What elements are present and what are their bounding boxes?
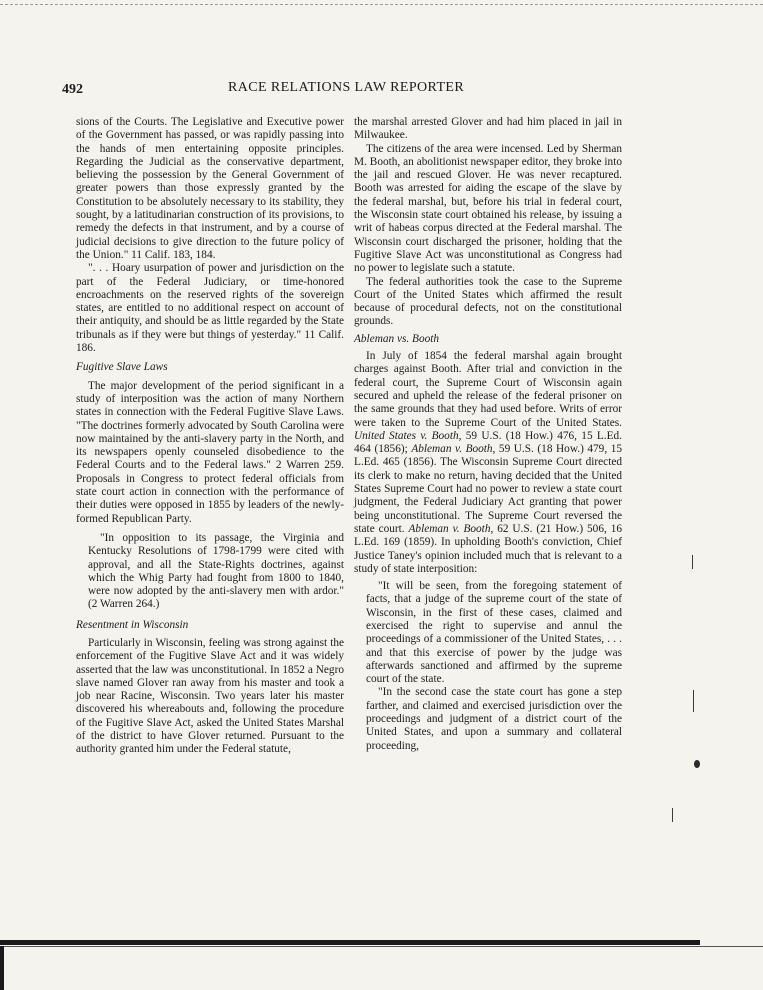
left-column <box>76 116 344 757</box>
left-scan-edge <box>0 946 4 990</box>
paragraph: the marshal arrested Glover and had him placed in jail in Milwaukee. <box>354 116 622 142</box>
bottom-scan-line <box>0 946 763 947</box>
page-number: 492 <box>62 82 83 97</box>
paragraph: The federal authorities took the case to the Supreme Court of the United States which affirmed the result because of procedural defects, not on the constitutional grounds. <box>354 275 622 328</box>
top-scan-edge <box>0 0 763 5</box>
section-heading-resentment-in-wisconsin: Resentment in Wisconsin <box>76 618 189 631</box>
paragraph: The citizens of the area were incensed. Led by Sherman M. Booth, an abolitionist newspaper editor, they broke into the jail and rescued Glover. He was never recaptured. Booth was arrested for aiding the escape of the slave by the federal marshal, but, before his trial in federal court, the Wisconsin state court obtained his release, by issuing a writ of habeas corpus directed at the Federal marshal. The Wisconsin court discharged the prisoner, holding that the Fugitive Slave Act was unconstitutional as Congress had no power to legislate such a statute. <box>354 142 622 275</box>
paragraph <box>354 350 622 576</box>
paragraph: ". . . Hoary usurpation of power and jurisdiction on the part of the Federal Judiciary, or time-honored encroachments on the reserved rights of the sovereign states, are entitled to no additional respect on account of their antiquity, and should be as little regarded by the State tribunals as if they were but things of yesterday." 11 Calif. 186. <box>76 262 344 355</box>
text-run: 62 U.S. (21 How.) 506, 16 L.Ed. 169 (1859). In upholding Booth's conviction, Chief Justice Taney's opinion included much that is relevant to a study of state interposition: <box>354 522 622 575</box>
scan-mark <box>692 555 693 569</box>
section-heading-fugitive-slave-laws: Fugitive Slave Laws <box>76 361 168 374</box>
case-citation: Ableman v. Booth, <box>411 443 496 456</box>
case-citation: United States v. Booth, <box>354 429 462 442</box>
block-quote: "In opposition to its passage, the Virginia and Kentucky Resolutions of 1798-1799 were cited with approval, and all the State-Rights doctrines, against which the Whig Party had fought from 1800 to 1840, were now adopted by the anti-slavery men with ardor." (2 Warren 264.) <box>88 531 344 611</box>
block-quote: "It will be seen, from the foregoing statement of facts, that a judge of the supreme court of the state of Wisconsin, in the first of these cases, claimed and exercised the right to supervise and annul the proceedings of a commissioner of the United States, . . . and that this exercise of power by the judge was afterwards sanctioned and affirmed by the supreme court of the state. <box>366 580 622 686</box>
case-citation: Ableman v. Booth, <box>408 522 494 535</box>
text-run: 59 U.S. (18 How.) 476, 15 L.Ed. 464 (1856); <box>354 429 622 456</box>
text-run: 59 U.S. (18 How.) 479, 15 L.Ed. 465 (1856). The Wisconsin Supreme Court directed its clerk to make no return, having decided that the United States Supreme Court had no power to review a state court judgment, the Federal Judiciary Act granting that power being unconstitutional. The Supreme Court reversed the state court. <box>354 443 622 535</box>
scan-mark <box>694 760 700 768</box>
text-run: In July of 1854 the federal marshal again brought charges against Booth. After trial and conviction in the federal court, the Supreme Court of Wisconsin again secured and upheld the release of the federal prisoner on the same grounds that they had used before. Writs of error were taken to the Supreme Court of the United States. <box>354 350 622 429</box>
right-column <box>354 116 622 753</box>
paragraph: Particularly in Wisconsin, feeling was strong against the enforcement of the Fugitive Slave Act and it was widely asserted that the law was unconstitutional. In 1852 a Negro slave named Glover ran away from his master and took a job near Racine, Wisconsin. Two years later his master discovered his whereabouts and, following the procedure of the Fugitive Slave Act, asked the United States Marshal of the district to have Glover returned. Pursuant to the authority granted him under the Federal statute, <box>76 636 344 756</box>
running-head: RACE RELATIONS LAW REPORTER <box>228 80 465 95</box>
section-heading-ableman-vs-booth: Ableman vs. Booth <box>354 332 440 345</box>
scan-mark <box>672 808 673 822</box>
bottom-scan-bar <box>0 940 700 945</box>
block-quote: "In the second case the state court has gone a step farther, and claimed and exercised jurisdiction over the proceedings and judgment of a district court of the United States, and upon a summary and collateral proceeding, <box>366 686 622 752</box>
scan-mark <box>693 690 694 712</box>
paragraph: The major development of the period significant in a study of interposition was the action of many Northern states in connection with the Federal Fugitive Slave Laws. "The doctrines formerly advocated by South Carolina were now maintained by the anti-slavery party in the North, and its newspapers openly counseled disobedience to the Federal Courts and to the Federal laws." 2 Warren 259. Proposals in Congress to protect federal officials from state court action in connection with the performance of their duties were opposed in 1855 by leaders of the newly-formed Republican Party. <box>76 379 344 525</box>
paragraph: sions of the Courts. The Legislative and Executive power of the Government has passed, or was rapidly passing into the hands of men entertaining opposite principles. Regarding the Judicial as the conservative department, believing the possession by the General Government of greater powers than those expressly granted by the Constitution to be absolutely necessary to its stability, they sought, by a latitudinarian construction of its provisions, to remedy the defects in that instrument, and by a course of judicial decisions to give direction to the future policy of the Union." 11 Calif. 183, 184. <box>76 116 344 261</box>
